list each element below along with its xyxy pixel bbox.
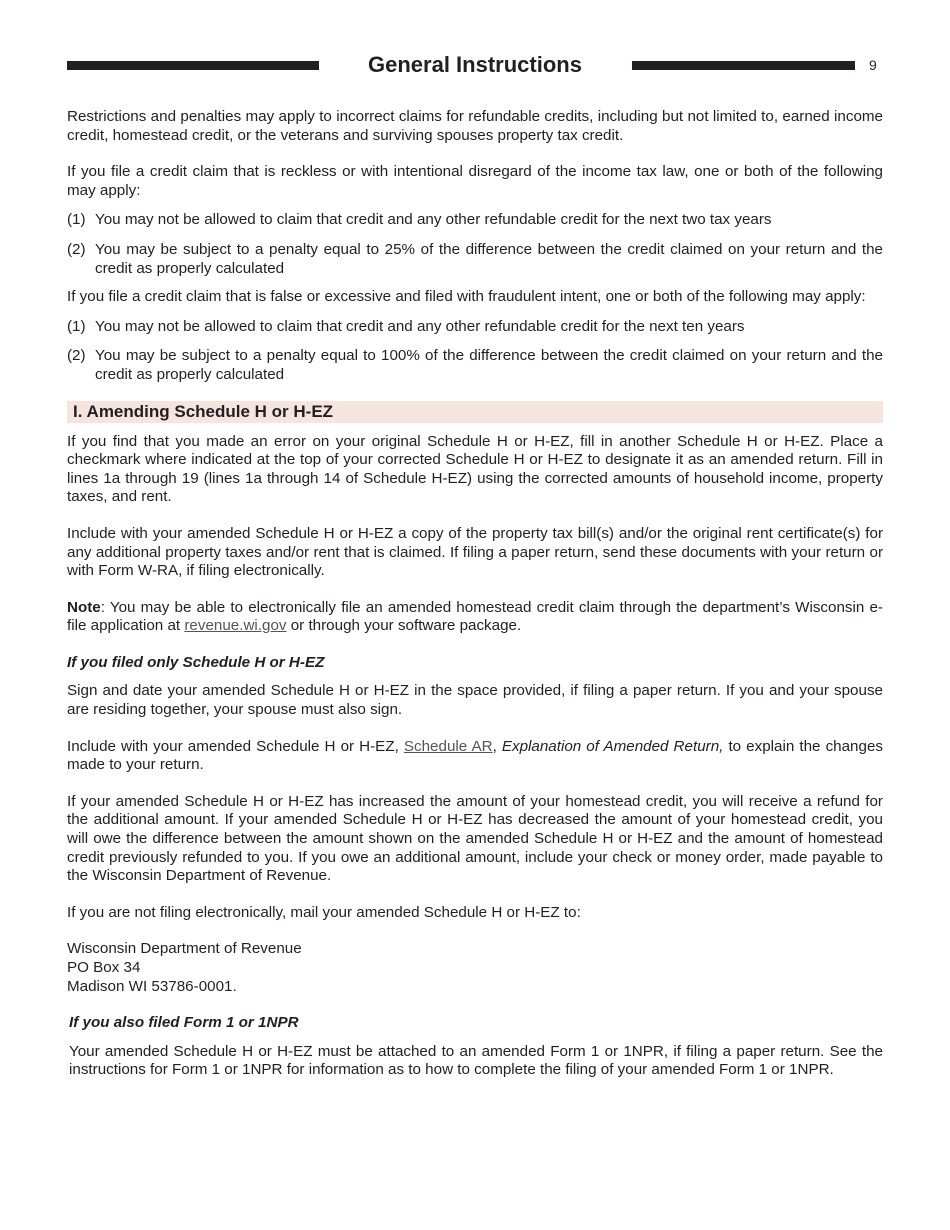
address-line: Wisconsin Department of Revenue — [67, 940, 302, 958]
section-paragraph: If you find that you made an error on your original Schedule H or H-EZ, fill in another Schedule H or H-EZ. Place a checkmark where indicated at the top of your corrected Schedule H or H-EZ to designate it as an amended return. Fill in lines 1a through 19 (lines 1a through 14 of Schedule H-EZ) using the corrected amounts of household income, property taxes, and rent. — [67, 432, 883, 506]
intro-paragraph: Restrictions and penalties may apply to incorrect claims for refundable credits, including but not limited to, earned income credit, homestead credit, or the veterans and surviving spouses property tax credit. — [67, 108, 883, 144]
main-content — [67, 108, 883, 1080]
note-text: : You may be able to electronically file an amended homestead credit claim through the department’s Wisconsin e-file application at — [67, 598, 883, 635]
page-title: General Instructions — [368, 52, 582, 77]
revenue-link[interactable]: revenue.wi.gov — [184, 617, 287, 635]
section-paragraph: If your amended Schedule H or H-EZ has increased the amount of your homestead credit, you will receive a refund for the additional amount. If your amended Schedule H or H-EZ has decreased the amount of your homestead credit, you will owe the difference between the amount shown on the amended Schedule H or H-EZ and the amount of homestead credit previously refunded to you. If you owe an additional amount, include your check or money order, made payable to the Wisconsin Department of Revenue. — [67, 792, 883, 885]
schedule-ar-paragraph — [67, 738, 883, 775]
paragraph-text: Include with your amended Schedule H or H-EZ, — [67, 737, 404, 755]
page-number: 9 — [869, 57, 877, 73]
list-item-number: (1) — [67, 317, 86, 335]
section-heading: I. Amending Schedule H or H-EZ — [67, 401, 883, 423]
mailing-address — [67, 940, 883, 996]
section-paragraph: Sign and date your amended Schedule H or H-EZ in the space provided, if filing a paper return. If you and your spouse are residing together, your spouse must also sign. — [67, 682, 883, 719]
list-item — [67, 241, 883, 278]
note-label: Note — [67, 598, 101, 616]
list-item — [67, 318, 883, 337]
intro-paragraph: If you file a credit claim that is reckless or with intentional disregard of the income tax law, one or both of the following may apply: — [67, 163, 883, 199]
list-item-text: You may be subject to a penalty equal to 100% of the difference between the credit claimed on your return and the credit as properly calculated — [95, 347, 883, 383]
header-rule-left — [67, 61, 319, 70]
paragraph-text: , — [492, 737, 502, 755]
subheading-form-1: If you also filed Form 1 or 1NPR — [69, 1014, 299, 1032]
list-item — [67, 347, 883, 384]
intro-paragraph: If you file a credit claim that is false or excessive and filed with fraudulent intent, one or both of the following may apply: — [67, 288, 866, 306]
form-title-italic: Explanation of Amended Return, — [501, 737, 724, 755]
page-header — [0, 50, 950, 80]
list-item — [67, 211, 883, 230]
schedule-ar-link[interactable]: Schedule AR — [403, 737, 493, 755]
list-item-number: (2) — [67, 240, 86, 258]
section-paragraph: Include with your amended Schedule H or H-EZ a copy of the property tax bill(s) and/or the original rent certificate(s) for any additional property taxes and/or rent that is claimed. If filing a paper return, send these documents with your return or with Form W-RA, if filing electronically. — [67, 524, 883, 580]
header-rule-right — [632, 61, 855, 70]
list-item-number: (2) — [67, 347, 86, 365]
list-item-text: You may not be allowed to claim that credit and any other refundable credit for the next ten years — [95, 317, 745, 335]
address-line: PO Box 34 — [67, 959, 141, 976]
list-item-number: (1) — [67, 211, 86, 229]
paragraph-text: to explain the changes made to your return. — [67, 737, 883, 774]
section-paragraph: Your amended Schedule H or H-EZ must be attached to an amended Form 1 or 1NPR, if filing a paper return. See the instructions for Form 1 or 1NPR for information as to how to complete the filing of your amended Form 1 or 1NPR. — [69, 1042, 883, 1079]
list-item-text: You may be subject to a penalty equal to 25% of the difference between the credit claimed on your return and the credit as properly calculated — [95, 240, 883, 277]
subheading-schedule-h-only: If you filed only Schedule H or H-EZ — [67, 653, 325, 671]
note-text-end: or through your software package. — [286, 617, 522, 635]
note-paragraph — [67, 599, 883, 636]
address-line: Madison WI 53786-0001. — [67, 977, 237, 995]
list-item-text: You may not be allowed to claim that credit and any other refundable credit for the next two tax years — [95, 211, 772, 229]
section-paragraph: If you are not filing electronically, mail your amended Schedule H or H-EZ to: — [67, 903, 581, 921]
